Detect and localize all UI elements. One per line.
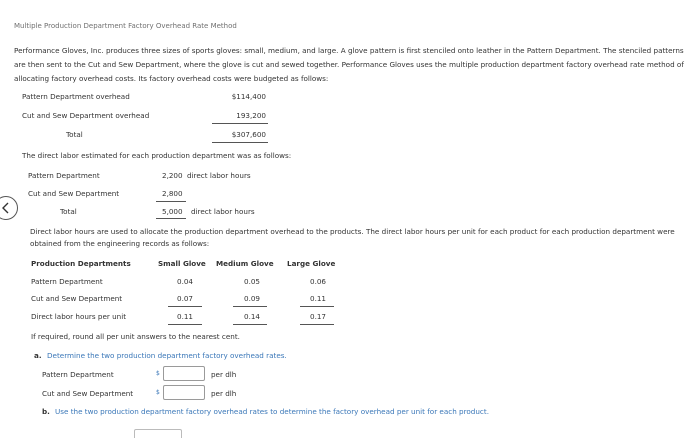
- answer-row-label: Pattern Department: [42, 370, 114, 379]
- table-cell-medium: 0.14: [244, 312, 261, 321]
- overhead-total-value: $307,600: [231, 130, 266, 139]
- back-button[interactable]: [0, 196, 18, 220]
- labor-intro: The direct labor estimated for each production department was as follows:: [22, 151, 292, 160]
- table-cell-large: 0.17: [310, 312, 327, 321]
- overhead-row-label: Pattern Department overhead: [22, 92, 130, 101]
- currency-symbol: $: [156, 389, 160, 396]
- records-intro: Direct labor hours are used to allocate the production department overhead to the products. The direct labor hours per unit for each product for each production department were obtained from the engineering records as follows:: [30, 227, 675, 248]
- table-cell-small: 0.04: [177, 277, 194, 286]
- overhead-row-label: Cut and Sew Department overhead: [22, 111, 150, 120]
- part-a-letter: a.: [34, 351, 42, 360]
- answer-row-label: Cut and Sew Department: [42, 389, 134, 398]
- overhead-subtotal-line: [212, 123, 268, 124]
- pattern-rate-input[interactable]: [163, 366, 205, 381]
- labor-row-value: 2,200: [162, 171, 183, 180]
- table-row-label: Direct labor hours per unit: [31, 312, 127, 321]
- labor-subtotal-line: [156, 201, 186, 202]
- table-header-department: Production Departments: [31, 259, 131, 268]
- part-b-letter: b.: [42, 407, 50, 416]
- table-cell-small: 0.11: [177, 312, 194, 321]
- rate-unit: per dlh: [211, 389, 237, 398]
- currency-symbol: $: [156, 370, 160, 377]
- table-cell-small: 0.07: [177, 294, 194, 303]
- overhead-row-value: $114,400: [231, 92, 266, 101]
- table-cell-large: 0.11: [310, 294, 327, 303]
- intro-paragraph: Performance Gloves, Inc. produces three sizes of sports gloves: small, medium, and large. A glove pattern is first stenciled onto leather in the Pattern Department. The stenciled patterns are then sent to the Cut and Sew Department, where the glove is cut and sewed together. Performance Gloves uses the multiple production department factory overhead rate method of allocating factory overhead costs. Its factory overhead costs were budgeted as follows:: [14, 46, 684, 83]
- total-line: [300, 324, 334, 325]
- table-row-label: Pattern Department: [31, 277, 103, 286]
- part-b-text: Use the two production department factory overhead rates to determine the factory overhead per unit for each product.: [55, 407, 489, 416]
- page-title: Multiple Production Department Factory Overhead Rate Method: [14, 22, 237, 30]
- table-cell-medium: 0.05: [244, 277, 261, 286]
- total-line: [233, 324, 267, 325]
- chevron-left-icon: [0, 202, 12, 214]
- overhead-row-value: 193,200: [236, 111, 266, 120]
- labor-row-label: Cut and Sew Department: [28, 189, 120, 198]
- table-cell-large: 0.06: [310, 277, 327, 286]
- table-cell-medium: 0.09: [244, 294, 261, 303]
- subtotal-line: [233, 306, 267, 307]
- overhead-total-label: Total: [66, 130, 83, 139]
- labor-row-label: Pattern Department: [28, 171, 100, 180]
- subtotal-line: [168, 306, 202, 307]
- table-header-small: Small Glove: [158, 259, 206, 268]
- labor-total-value: 5,000: [162, 207, 183, 216]
- overhead-total-line: [212, 142, 268, 143]
- total-line: [168, 324, 202, 325]
- labor-row-value: 2,800: [162, 189, 183, 198]
- labor-row-unit: direct labor hours: [187, 171, 251, 180]
- table-row-label: Cut and Sew Department: [31, 294, 123, 303]
- table-header-medium: Medium Glove: [216, 259, 274, 268]
- rate-unit: per dlh: [211, 370, 237, 379]
- labor-total-label: Total: [60, 207, 77, 216]
- subtotal-line: [300, 306, 334, 307]
- table-header-large: Large Glove: [287, 259, 336, 268]
- labor-total-line: [156, 218, 186, 219]
- partial-input-box[interactable]: [134, 429, 182, 438]
- labor-total-unit: direct labor hours: [191, 207, 255, 216]
- rounding-note: If required, round all per unit answers to the nearest cent.: [31, 332, 240, 341]
- cut-sew-rate-input[interactable]: [163, 385, 205, 400]
- part-a-text: Determine the two production department factory overhead rates.: [47, 351, 287, 360]
